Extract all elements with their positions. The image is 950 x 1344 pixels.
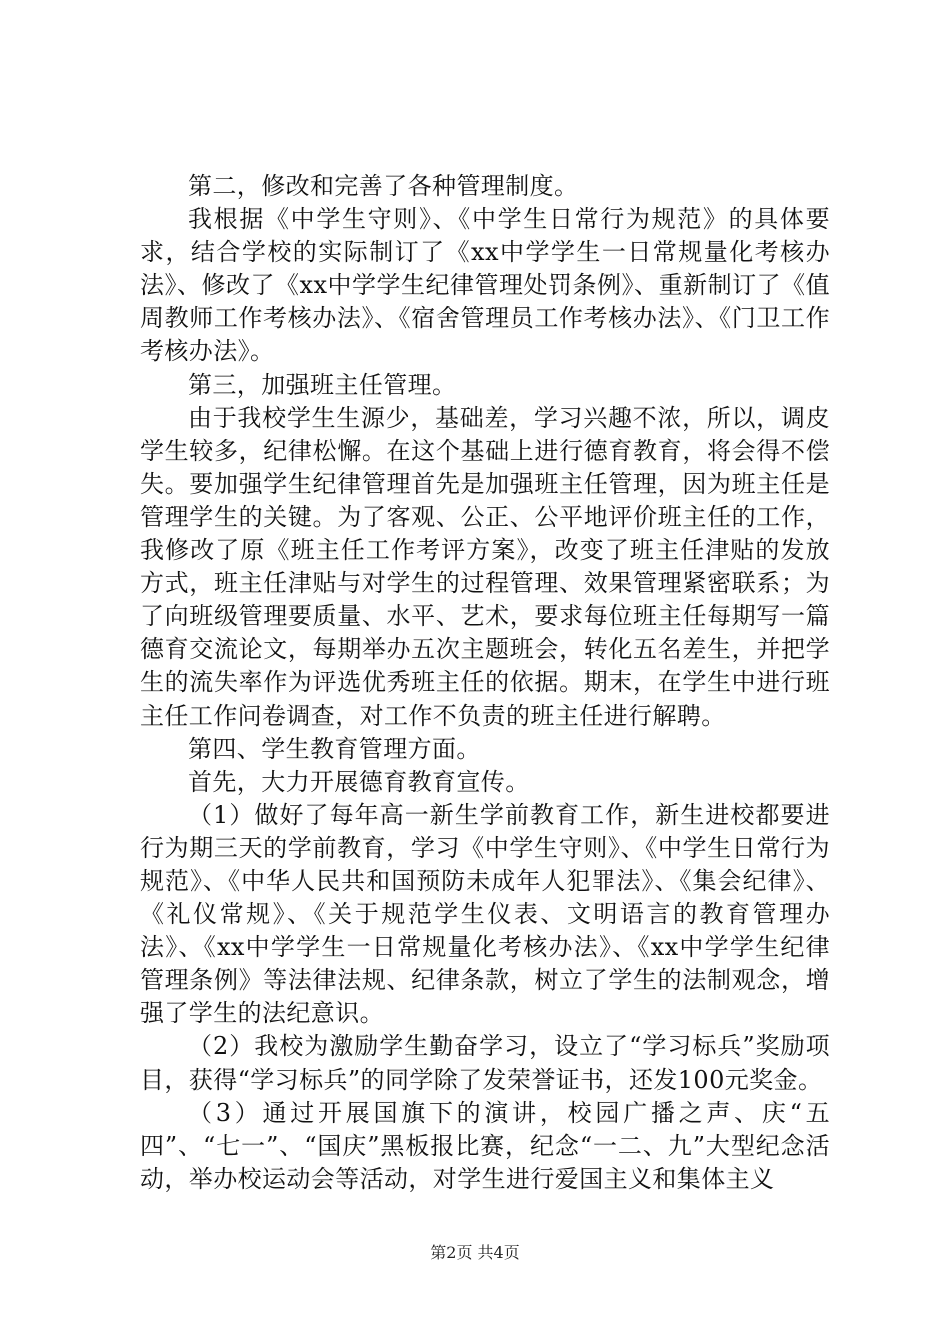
- paragraph-item-three: （3）通过开展国旗下的演讲，校园广播之声、庆“五四”、“七一”、“国庆”黑板报比赛，纪念“一二、九”大型纪念活动，举办校运动会等活动，对学生进行爱国主义和集体主义: [140, 1098, 830, 1193]
- paragraph-item-two: （2）我校为激励学生勤奋学习，设立了“学习标兵”奖励项目，获得“学习标兵”的同学除了发荣誉证书，还发100元奖金。: [140, 1032, 830, 1094]
- paragraph-class-teacher-management: 由于我校学生生源少，基础差，学习兴趣不浓，所以，调皮学生较多，纪律松懈。在这个基础上进行德育教育，将会得不偿失。要加强学生纪律管理首先是加强班主任管理，因为班主任是管理学生的关键。为了客观、公正、公平地评价班主任的工作，我修改了原《班主任工作考评方案》，改变了班主任津贴的发放方式，班主任津贴与对学生的过程管理、效果管理紧密联系；为了向班级管理要质量、水平、艺术，要求每位班主任每期写一篇德育交流论文，每期举办五次主题班会，转化五名差生，并把学生的流失率作为评选优秀班主任的依据。期末，在学生中进行班主任工作问卷调查，对工作不负责的班主任进行解聘。: [140, 403, 830, 730]
- paragraph-heading-four: 第四、学生教育管理方面。: [188, 734, 481, 763]
- paragraph-heading-two: 第二，修改和完善了各种管理制度。: [188, 172, 579, 200]
- paragraph-heading-three: 第三，加强班主任管理。: [188, 370, 457, 399]
- paragraph-item-one: （1）做好了每年高一新生学前教育工作，新生进校都要进行为期三天的学前教育，学习《中学生守则》、《中学生日常行为规范》、《中华人民共和国预防未成年人犯罪法》、《集会纪律》、《礼仪常规》、《关于规范学生仪表、文明语言的教育管理办法》、《xx中学学生一日常规量化考核办法》、《xx中学学生纪律管理条例》等法律法规、纪律条款，树立了学生的法制观念，增强了学生的法纪意识。: [140, 800, 830, 1028]
- document-body: [140, 170, 830, 1196]
- paragraph-first-publicity: 首先，大力开展德育教育宣传。: [188, 767, 530, 796]
- page-number-footer: 第2页 共4页: [430, 1243, 520, 1262]
- paragraph-regulations: 我根据《中学生守则》、《中学生日常行为规范》的具体要求，结合学校的实际制订了《xx中学学生一日常规量化考核办法》、修改了《xx中学学生纪律管理处罚条例》、重新制订了《值周教师工作考核办法》、《宿舍管理员工作考核办法》、《门卫工作考核办法》。: [140, 205, 830, 366]
